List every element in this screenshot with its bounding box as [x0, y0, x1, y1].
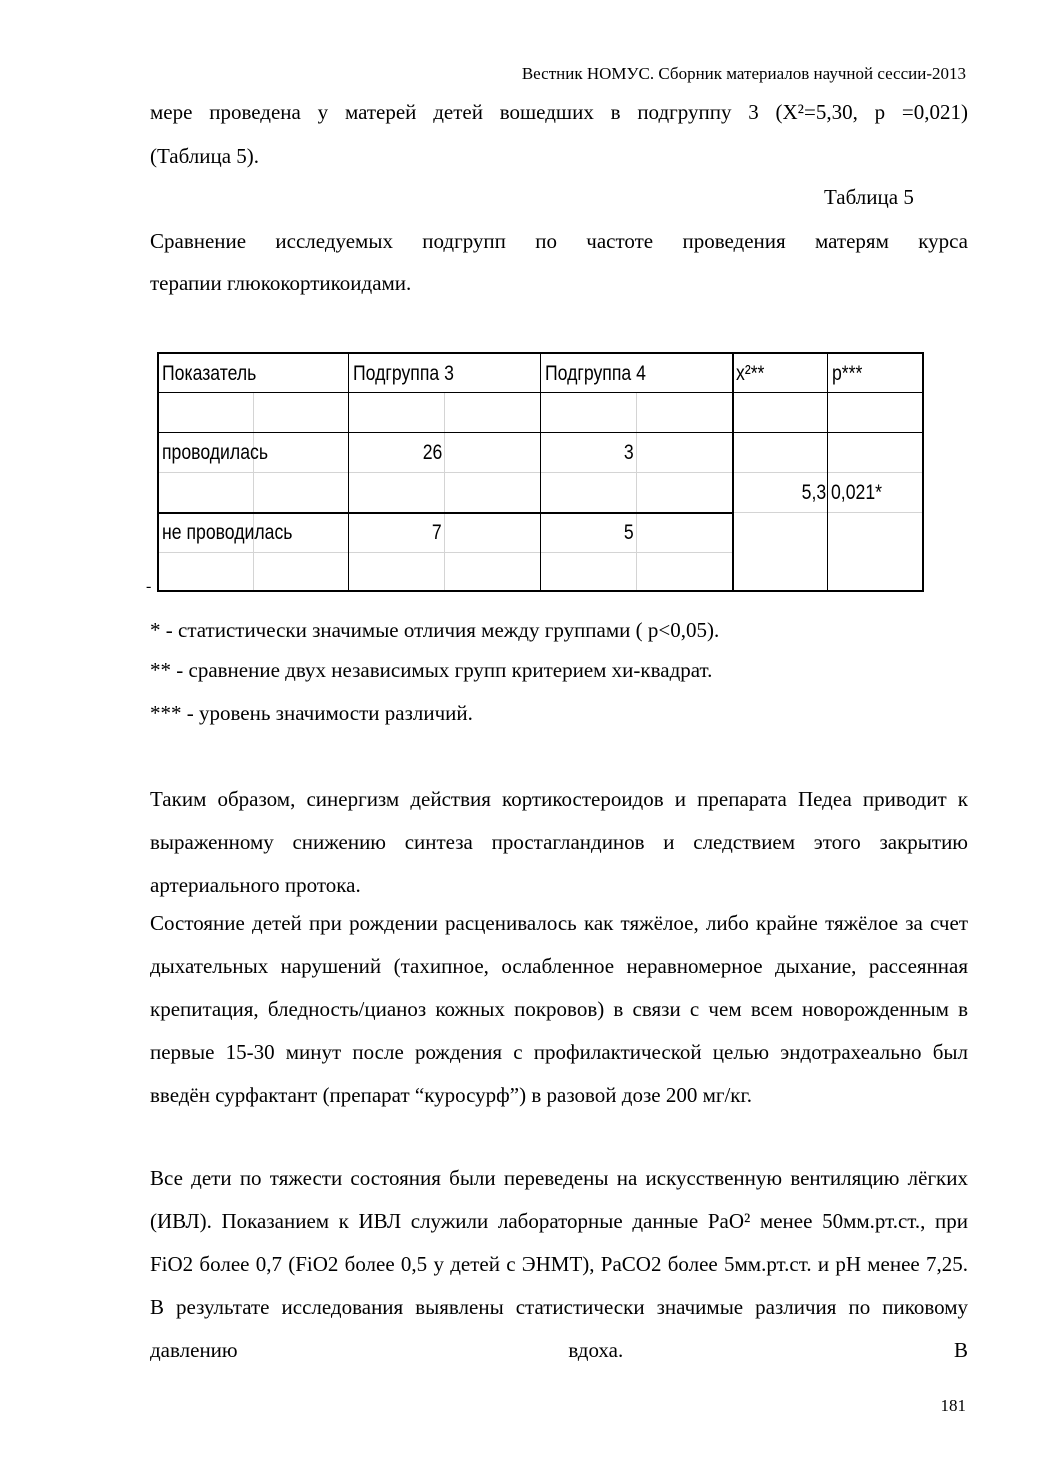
table-caption-line-1: Сравнение исследуемых подгрупп по частоте проведения матерям курса [150, 229, 968, 253]
header-subgroup-4: Подгруппа 4 [545, 362, 646, 385]
row-label-not-conducted: не проводилась [162, 521, 293, 544]
cell-conducted-g3: 26 [422, 441, 442, 464]
paragraph-ventilation: Все дети по тяжести состояния были переведены на искусственную вентиляцию лёгких (ИВЛ). Показанием к ИВЛ служили лабораторные данные PaO² менее 50мм.рт.ст., при FiO2 более 0,7 (FiO2 более 0,5 у детей с ЭНМТ), PaCO2 более 5мм.рт.ст. и pH менее 7,25. В результате исследования выявлены статистически значимые различия по пиковому давлению вдоха. В [150, 1166, 968, 1362]
cell-p-value: 0,021* [831, 481, 883, 504]
cell-not-conducted-g3: 7 [432, 521, 442, 544]
intro-line-1: мере проведена у матерей детей вошедших в подгруппу 3 (Х²=5,30, р =0,021) [150, 100, 968, 124]
comparison-table [157, 352, 924, 592]
table-label: Таблица 5 [824, 185, 914, 209]
footnote-3: *** - уровень значимости различий. [150, 701, 473, 725]
header-subgroup-3: Подгруппа 3 [353, 362, 454, 385]
page-number: 181 [940, 1396, 966, 1415]
paragraph-condition: Состояние детей при рождении расценивалось как тяжёлое, либо крайне тяжёлое за счет дыхательных нарушений (тахипное, ослабленное неравномерное дыхание, рассеянная крепитация, бледность/цианоз кожных покровов) в связи с чем всем новорожденным в первые 15-30 минут после рождения с профилактической целью эндотрахеально был введён сурфактант (препарат “куросурф”) в разовой дозе 200 мг/кг. [150, 911, 968, 1107]
journal-header: Вестник НОМУС. Сборник материалов научной сессии-2013 [521, 64, 966, 83]
footnote-2: ** - сравнение двух независимых групп критерием хи-квадрат. [150, 658, 713, 682]
row-label-conducted: проводилась [162, 441, 269, 464]
footnote-1: * - статистически значимые отличия между группами ( р<0,05). [150, 618, 720, 642]
header-p-value: p*** [832, 362, 863, 385]
cell-not-conducted-g4: 5 [624, 521, 634, 544]
table-caption-line-2: терапии глюкокортикоидами. [150, 271, 412, 295]
header-indicator: Показатель [162, 362, 257, 385]
stray-dash: - [146, 578, 152, 595]
cell-conducted-g4: 3 [624, 441, 634, 464]
header-chi-square: x²** [736, 362, 765, 385]
cell-chi-square-value: 5,3 [801, 481, 826, 504]
intro-line-2: (Таблица 5). [150, 144, 260, 168]
paragraph-conclusion: Таким образом, синергизм действия кортикостероидов и препарата Педеа приводит к выраженному снижению синтеза простагландинов и следствием этого закрытию артериального протока. [150, 787, 968, 897]
